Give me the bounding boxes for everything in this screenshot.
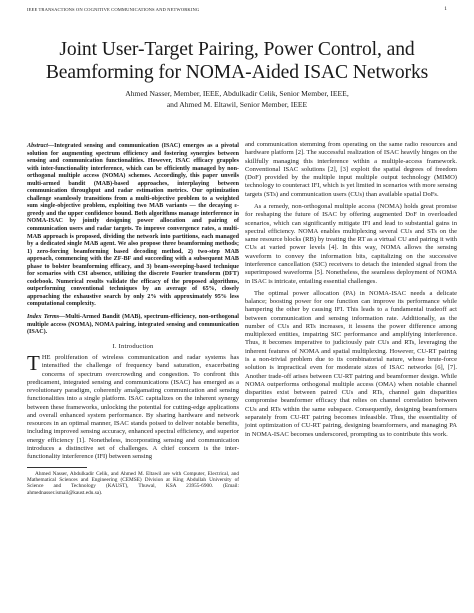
author-line-1: Ahmed Nasser, Member, IEEE, Abdulkadir Celik, Senior Member, IEEE, (125, 89, 349, 98)
page-number: 1 (444, 6, 447, 12)
intro-paragraph-1-continued: and communication stemming from operating on the same radio resources and hardware platform [2]. The successful realization of ISAC heavily hinges on the skillfully managing this interference within a multiple-access framework. Conventional ISAC solutions [2], [3] exploit the spatial degrees of freedom (DoF) provided by the multiple input multiple output technology (MIMO) technology to counteract IFI, which is yet limited in scenarios with more sensing targets (STs) and communication users (CUs) than available spatial DoFs. (245, 141, 457, 198)
intro-paragraph-1 (27, 350, 239, 462)
index-terms (27, 314, 239, 337)
paper-title: Joint User-Target Pairing, Power Control, and Beamforming for NOMA-Aided ISAC Networks (45, 39, 429, 83)
author-line-2: and Ahmed M. Eltawil, Senior Member, IEEE (166, 99, 308, 109)
index-terms-label: Index Terms (27, 314, 60, 321)
author-list (40, 89, 434, 110)
abstract (27, 143, 239, 309)
intro-paragraph-1-text: HE proliferation of wireless communication and radar systems has intensified the challenge of frequency band saturation, exacerbating concerns of spectrum overcrowding and congestion. To confront this predicament, integrated sensing and communications (ISAC) has emerged as a revolutionary paradigm, coherently amalgamating communication and sensing functionalities into a single platform. ISAC capitalizes on the inherent synergy between these frameworks, unlocking the potential for cutting-edge applications and overall enhanced system performance. By sharing hardware and network resources in an optimal manner, ISAC stands poised to deliver notable benefits, including improved sensing accuracy, enhanced spectral efficiency, and superior energy efficiency [1]. Nonetheless, incorporating sensing and communication introduces a distinctive set of challenges. A chief concern is the inter-functionality interference (IFI) between sensing (27, 353, 239, 461)
intro-paragraph-2: As a remedy, non-orthogonal multiple access (NOMA) holds great promise for reshaping the future of ISAC by offering augmented DoF in overloaded scenarios, which can significantly mitigate IFI and lead to substantial gains in spectral efficiency. NOMA enables multiplexing several CUs and STs on the same resource blocks (RB) by treating the RT as a virtual CU and pairing it with CUs at varied power levels [4]. In this way, NOMA allows the sensing waveform to convey the information bits, capitalizing on the successive interference cancellation (SIC) receivers to detach the intended signal from the superimposed waveforms [5]. Nonetheless, the seamless deployment of NOMA in ISAC is intricate, entailing essential challenges. (245, 202, 457, 285)
intro-paragraph-3: The optimal power allocation (PA) in NOMA-ISAC needs a delicate balance; boosting power for one function can improve its performance while hampering the other by causing IFI. This leads to a fundamental tradeoff act between communication and sensing information rate. Additionally, as the number of CUs and RTs increases, it lessens the power difference among multiplexed entities, impairing SIC performance and amplifying interference. Thus, it becomes imperative to judiciously pair CUs and RTs, leveraging the inherent features of NOMA and spatial multiplexing. However, CU-RT pairing is a non-trivial problem due to its combinatorial nature, whose brute-force solution is impractical even for moderate sizes of ISAC networks [6], [7]. Another trade-off arises between CU-RT pairing and beamformer design. While NOMA outperforms orthogonal multiple access (OMA) when notable channel disparities exist between paired CUs and RTs, channel gain disparities compromise beamformer efficacy that relies on channel correlation between CUs and RTs within the same subspace. Consequently, designing beamformers separately from CU-RT pairing becomes infeasible. Thus, the essentiality of joint optimization of CU-RT pairing, designing beamformers, and managing PA in NOMA-ISAC becomes underscored, prompting us to contribute this work. (245, 289, 457, 438)
left-column (27, 143, 239, 496)
section-heading-introduction: I. Introduction (112, 342, 154, 350)
drop-cap: T (27, 350, 40, 375)
author-affiliation-footnote: Ahmed Nasser, Abdulkadir Celik, and Ahmed M. Eltawil are with Computer, Electrical, and Mathematical Sciences and Engineering (CEMSE) Division at King Abdullah University of Science and Technology (KAUST), Thuwal, KSA 23955-6900. (Email: ahmednasser.ismail@kaust.edu.sa). (27, 470, 239, 496)
right-column (245, 141, 457, 443)
abstract-label: Abstract (27, 143, 48, 149)
abstract-text: —Integrated sensing and communication (ISAC) emerges as a pivotal solution for augmenting spectrum efficiency and fostering synergies between sensing and communication functionalities. However, ISAC efficacy grapples with inter-functionality interference, which can be efficiently managed by non-orthogonal multiple access (NOMA) schemes. Accordingly, this paper unveils multi-armed bandit (MAB)-based approaches, interplaying between communication throughput and radar estimation metrics. Our optimization challenge seamlessly transitions from a multi-objective problem to a weighted sum single-objective problem, exploiting two MAB variants — the decaying ε-greedy and the upper confidence bound. Both algorithms manage interference in NOMA-ISAC by jointly designing power allocation and pairing of communication users and radar targets. To improve convergence rates, a multi-MAB approach is proposed, dividing the network into partitions, each managed by a dedicated single MAB agent. We also propose three beamforming methods; 1) zero-forcing beamforming based decoding method, 2) two-step MAB approach, commencing with the ZF-BF and succeeding with a subsequent MAB phase to bolster beamforming efficacy, and 3) beam-sweeping-based technique for scenarios with CSI absence, utilizing the discrete Fourier transform (DFT) codebook. Numerical results validate the efficacy of the proposed algorithms, outperforming conventional techniques by an average of 65%, closely approaching the exhaustive search by only 2% with approximately 95% less computational complexity. (27, 143, 239, 308)
running-head: IEEE TRANSACTIONS ON COGNITIVE COMMUNICATIONS AND NETWORKING (27, 7, 200, 12)
footnote-divider (27, 467, 87, 468)
index-terms-text: —Multi-Armed Bandit (MAB), spectrum-efficiency, non-orthogonal multiple access (NOMA), NOMA pairing, integrated sensing and communication (ISAC). (27, 314, 239, 336)
